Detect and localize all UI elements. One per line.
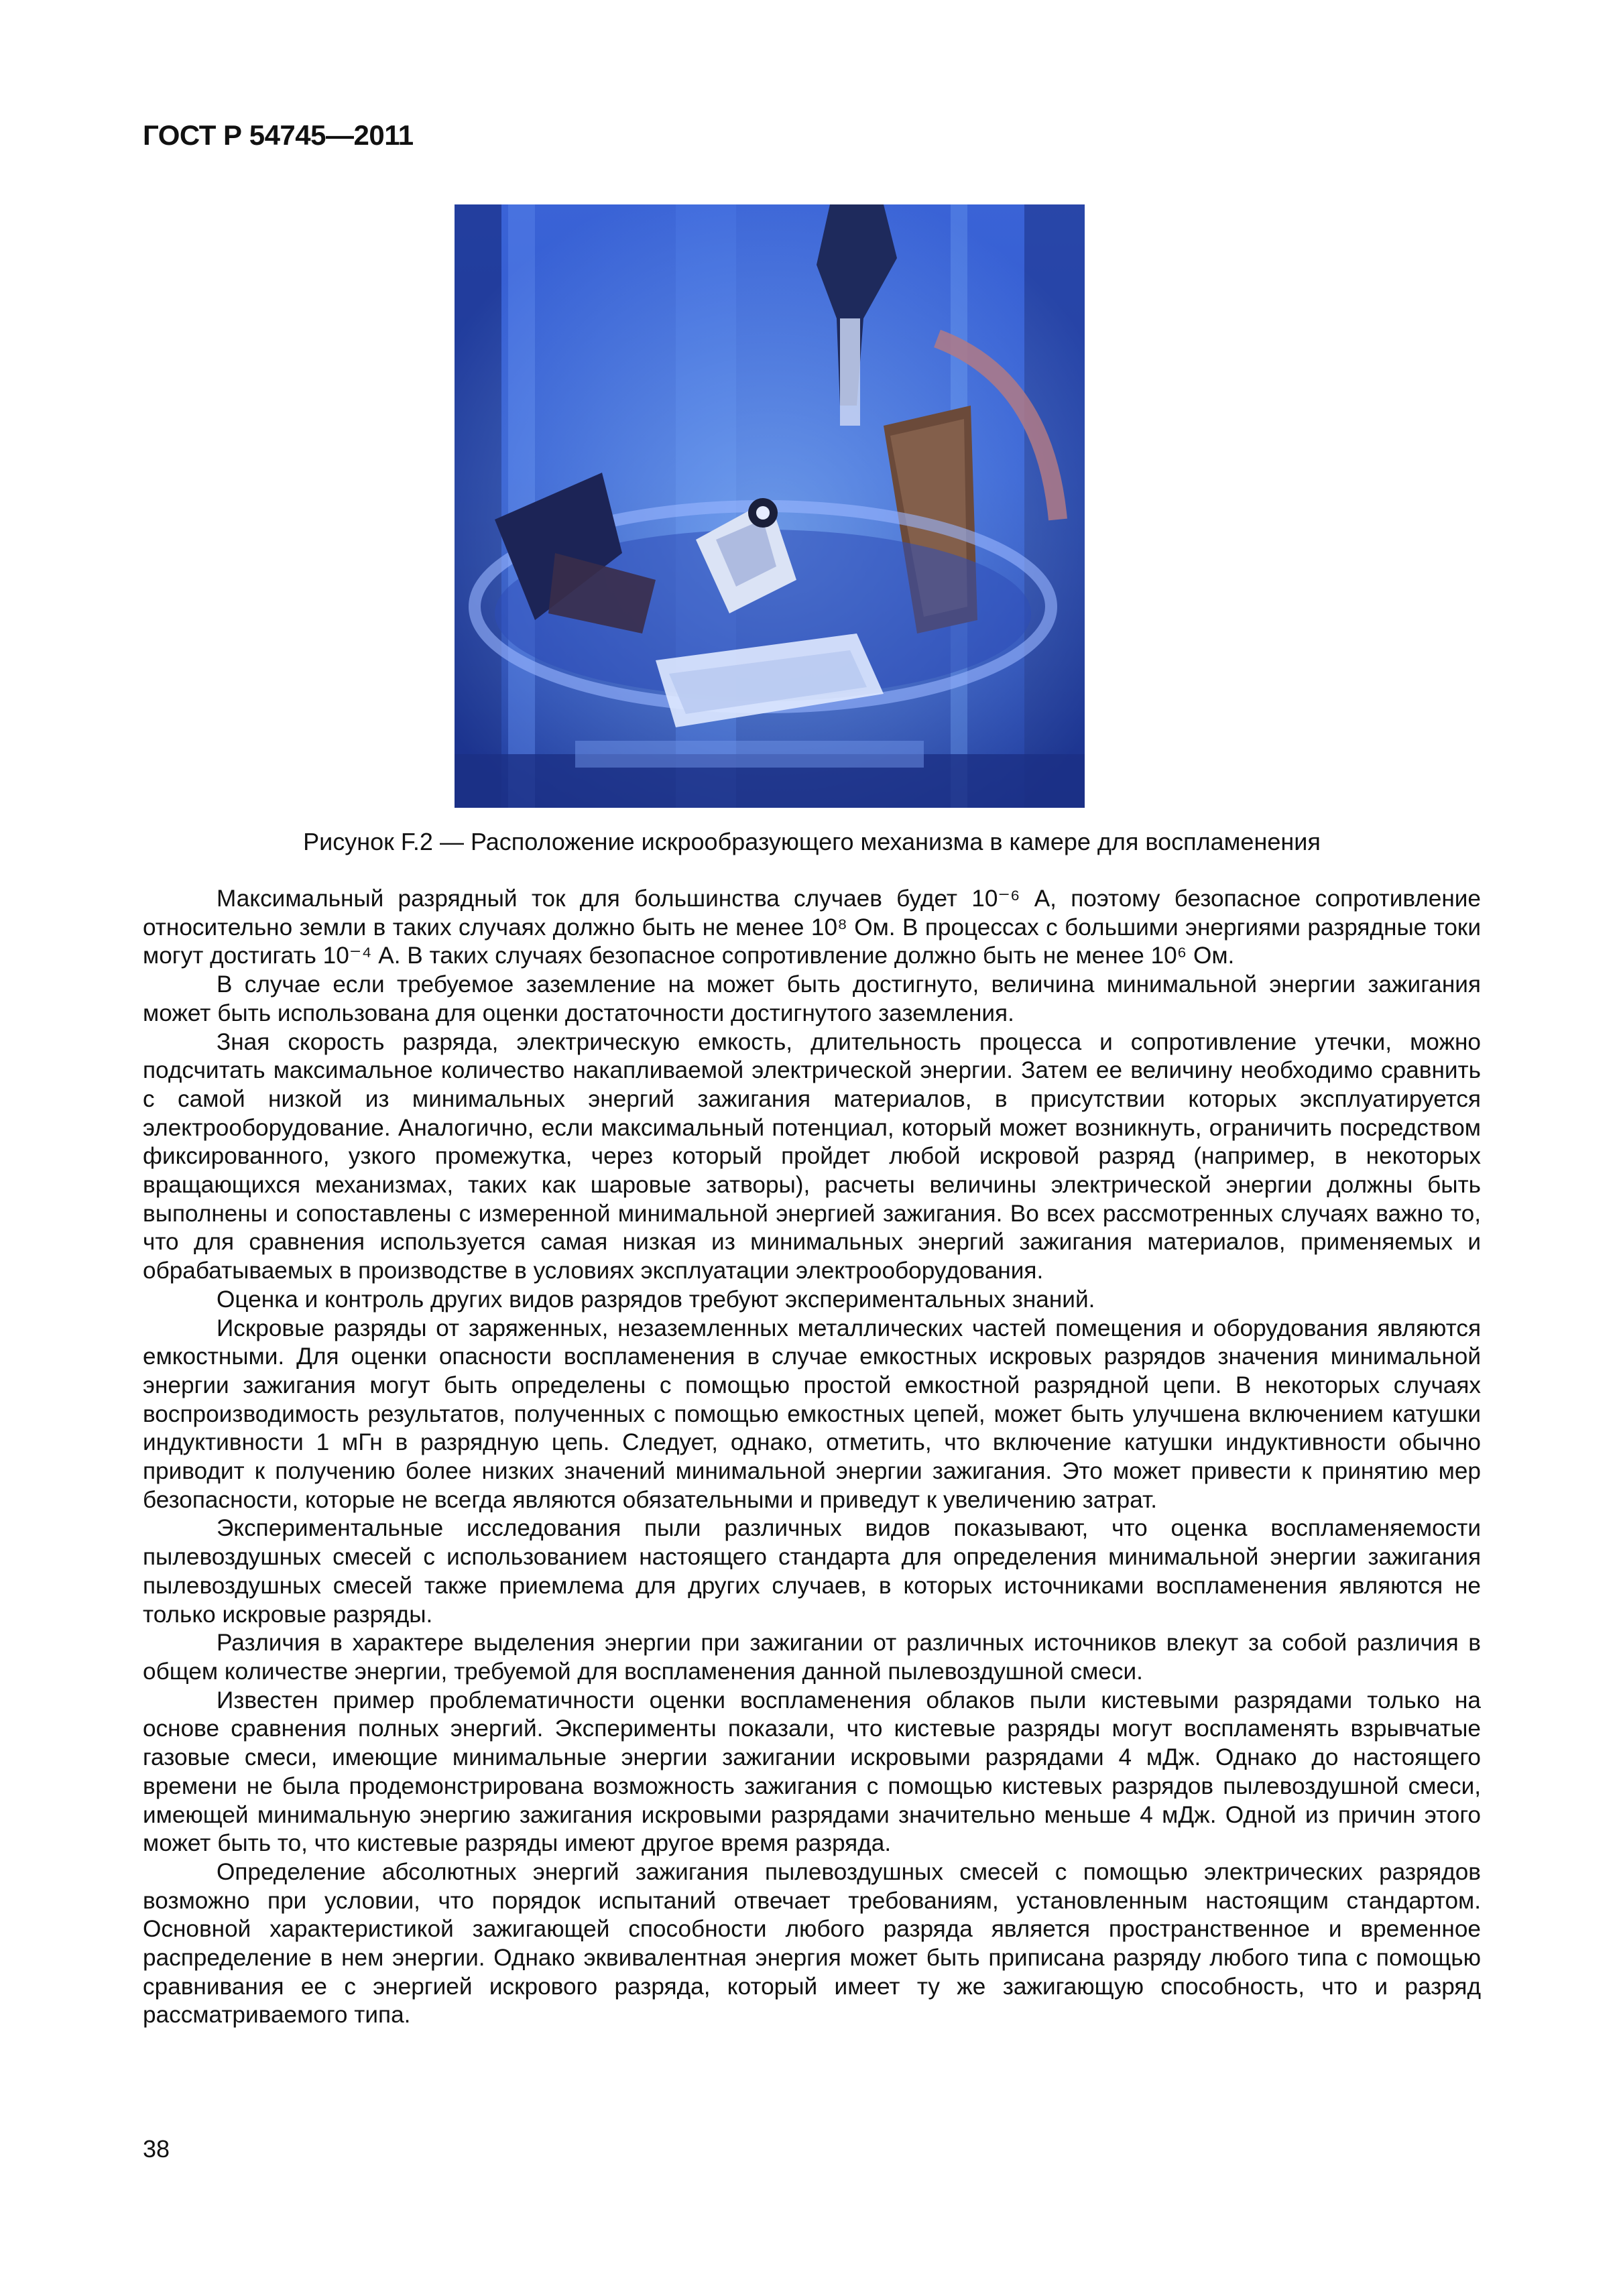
paragraph: Определение абсолютных энергий зажигания пылевоздушных смесей с помощью электрических разрядов возможно при условии, что порядок испытаний отвечает требованиям, установленным настоящим стандартом. Основной характеристикой зажигающей способности любого разряда является пространственное и временное распределение в нем энергии. Однако эквивалентная энергия может быть приписана разряду любого типа с помощью сравнивания ее с энергией искрового разряда, который имеет ту же зажигающую способность, что и разряд рассматриваемого типа. [143,1858,1481,2029]
spark-mechanism-photo [455,204,1085,808]
paragraph: Различия в характере выделения энергии при зажигании от различных источников влекут за собой различия в общем количестве энергии, требуемой для воспламенения данной пылевоздушной смеси. [143,1630,1481,1685]
paragraph: Экспериментальные исследования пыли различных видов показывают, что оценка воспламеняемости пылевоздушных смесей с использованием настоящего стандарта для определения минимальной энергии зажигания пылевоздушных смесей также приемлема для других случаев, в которых источниками воспламенения являются не только искровые разряды. [143,1515,1481,1628]
figure-caption: Рисунок F.2 — Расположение искрообразующего механизма в камере для воспламенения [303,828,1321,855]
document-header: ГОСТ Р 54745—2011 [143,119,414,151]
page-number: 38 [143,2135,170,2163]
paragraph: Искровые разряды от заряженных, незаземленных металлических частей помещения и оборудования являются емкостными. Для оценки опасности воспламенения в случае емкостных искровых разрядов значения минимальной энергии зажигания могут быть определены с помощью простой емкостной разрядной цепи. В некоторых случаях воспроизводимость результатов, полученных с помощью емкостных цепей, может быть улучшена включением катушки индуктивности 1 мГн в разрядную цепь. Следует, однако, отметить, что включение катушки индуктивности обычно приводит к получению более низких значений минимальной энергии зажигания. Это может привести к принятию мер безопасности, которые не всегда являются обязательными и приведут к увеличению затрат. [143,1315,1481,1513]
paragraph: В случае если требуемое заземление на может быть достигнуто, величина минимальной энергии зажигания может быть использована для оценки достаточности достигнутого заземления. [143,971,1481,1026]
paragraph: Оценка и контроль других видов разрядов требуют экспериментальных знаний. [217,1286,1095,1313]
body-text [143,885,1481,2030]
paragraph: Зная скорость разряда, электрическую емкость, длительность процесса и сопротивление утечки, можно подсчитать максимальное количество накапливаемой электрической энергии. Затем ее величину необходимо сравнить с самой низкой из минимальных энергий зажигания материалов, в присутствии которых эксплуатируется электрооборудование. Аналогично, если максимальный потенциал, который может возникнуть, ограничить посредством фиксированного, узкого промежутка, через который пройдет любой искровой разряд (например, в некоторых вращающихся механизмах, таких как шаровые затворы), расчеты величины электрической энергии должны быть выполнены и сопоставлены с измеренной минимальной энергией зажигания. Во всех рассмотренных случаях важно то, что для сравнения используется самая низкая из минимальных энергий зажигания материалов, применяемых и обрабатываемых в производстве в условиях эксплуатации электрооборудования. [143,1028,1481,1284]
figure-photo [455,204,1085,808]
paragraph: Известен пример проблематичности оценки воспламенения облаков пыли кистевыми разрядами только на основе сравнения полных энергий. Эксперименты показали, что кистевые разряды могут воспламенять взрывчатые газовые смеси, имеющие минимальные энергии зажигании искровыми разрядами 4 мДж. Однако до настоящего времени не была продемонстрирована возможность зажигания с помощью кистевых разрядов пылевоздушной смеси, имеющей минимальную энергию зажигания искровыми разрядами значительно меньше 4 мДж. Одной из причин этого может быть то, что кистевые разряды имеют другое время разряда. [143,1687,1481,1857]
paragraph: Максимальный разрядный ток для большинства случаев будет 10⁻⁶ А, поэтому безопасное сопротивление относительно земли в таких случаях должно быть не менее 10⁸ Ом. В процессах с большими энергиями разрядные токи могут достигать 10⁻⁴ А. В таких случаях безопасное сопротивление должно быть не менее 10⁶ Ом. [143,886,1481,969]
